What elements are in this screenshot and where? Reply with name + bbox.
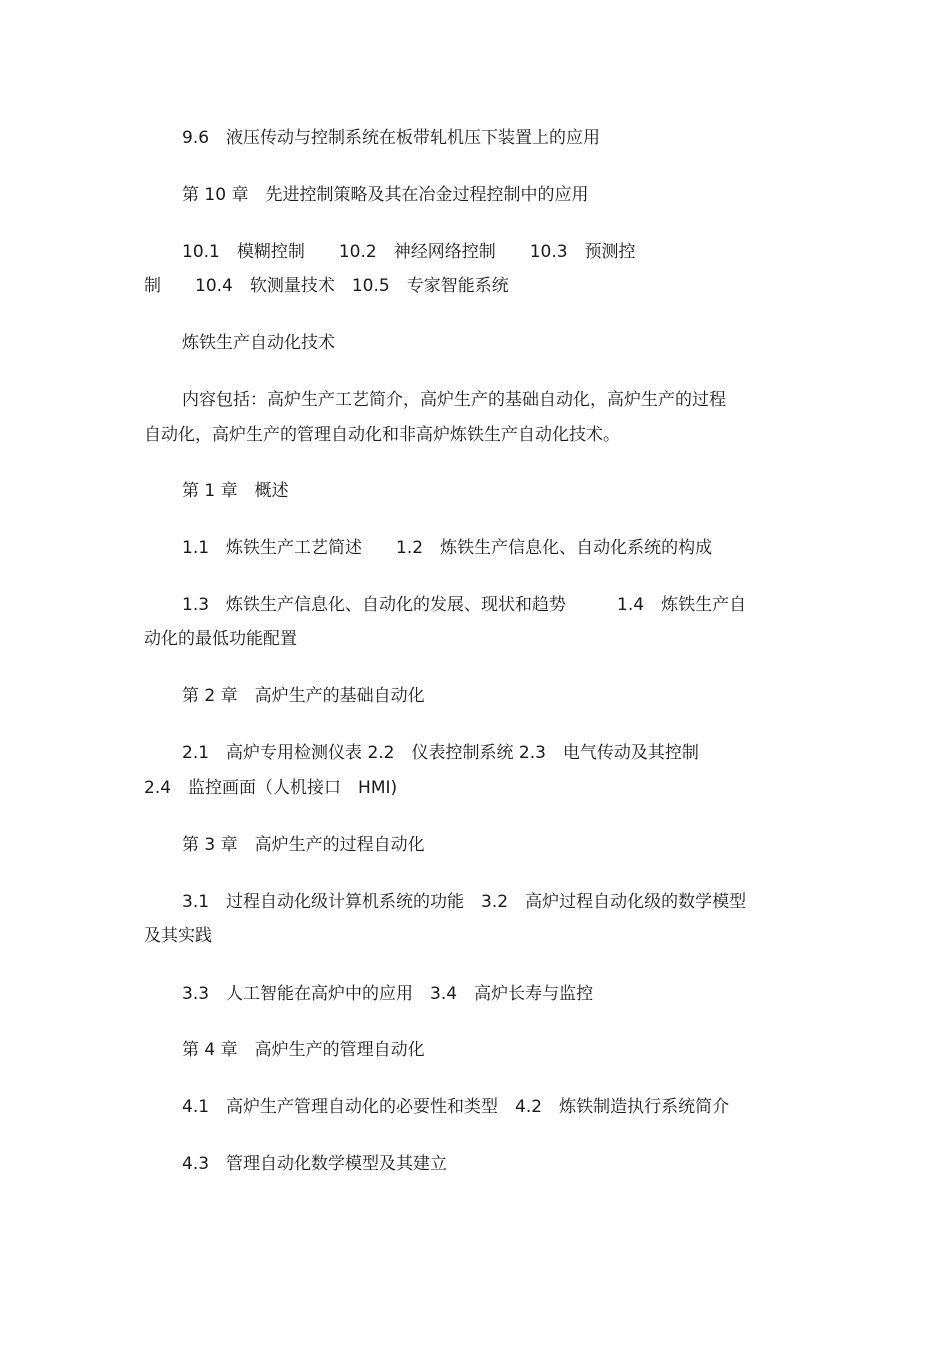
chapter-2-sections-line-1: 2.1 高炉专用检测仪表 2.2 仪表控制系统 2.3 电气传动及其控制 — [182, 743, 699, 763]
book-title: 炼铁生产自动化技术 — [182, 333, 335, 353]
chapter-2-heading: 第 2 章 高炉生产的基础自动化 — [182, 686, 425, 706]
book-summary-line-1: 内容包括：高炉生产工艺简介，高炉生产的基础自动化，高炉生产的过程 — [182, 390, 726, 410]
chapter-4-sections-line-2: 4.3 管理自动化数学模型及其建立 — [182, 1154, 448, 1174]
chapter-3-sections-line-3: 3.3 人工智能在高炉中的应用 3.4 高炉长寿与监控 — [182, 984, 594, 1004]
chapter-1-heading: 第 1 章 概述 — [182, 481, 289, 501]
chapter-10-heading: 第 10 章 先进控制策略及其在冶金过程控制中的应用 — [182, 185, 589, 205]
chapter-3-heading: 第 3 章 高炉生产的过程自动化 — [182, 835, 425, 855]
chapter-4-heading: 第 4 章 高炉生产的管理自动化 — [182, 1040, 425, 1060]
chapter-3-sections-line-1: 3.1 过程自动化级计算机系统的功能 3.2 高炉过程自动化级的数学模型 — [182, 892, 747, 912]
chapter-1-sections-line-3: 动化的最低功能配置 — [144, 629, 297, 649]
chapter-10-sections-line-1: 10.1 模糊控制 10.2 神经网络控制 10.3 预测控 — [182, 242, 636, 262]
book-summary-line-2: 自动化，高炉生产的管理自动化和非高炉炼铁生产自动化技术。 — [144, 425, 620, 445]
chapter-10-sections-line-2: 制 10.4 软测量技术 10.5 专家智能系统 — [144, 276, 509, 296]
chapter-2-sections-line-2: 2.4 监控画面（人机接口 HMI) — [144, 778, 398, 798]
chapter-1-sections-line-1: 1.1 炼铁生产工艺简述 1.2 炼铁生产信息化、自动化系统的构成 — [182, 538, 713, 558]
chapter-1-sections-line-2: 1.3 炼铁生产信息化、自动化的发展、现状和趋势 1.4 炼铁生产自 — [182, 595, 747, 615]
section-9-6: 9.6 液压传动与控制系统在板带轧机压下装置上的应用 — [182, 128, 601, 148]
chapter-3-sections-line-2: 及其实践 — [144, 926, 212, 946]
chapter-4-sections-line-1: 4.1 高炉生产管理自动化的必要性和类型 4.2 炼铁制造执行系统简介 — [182, 1097, 730, 1117]
